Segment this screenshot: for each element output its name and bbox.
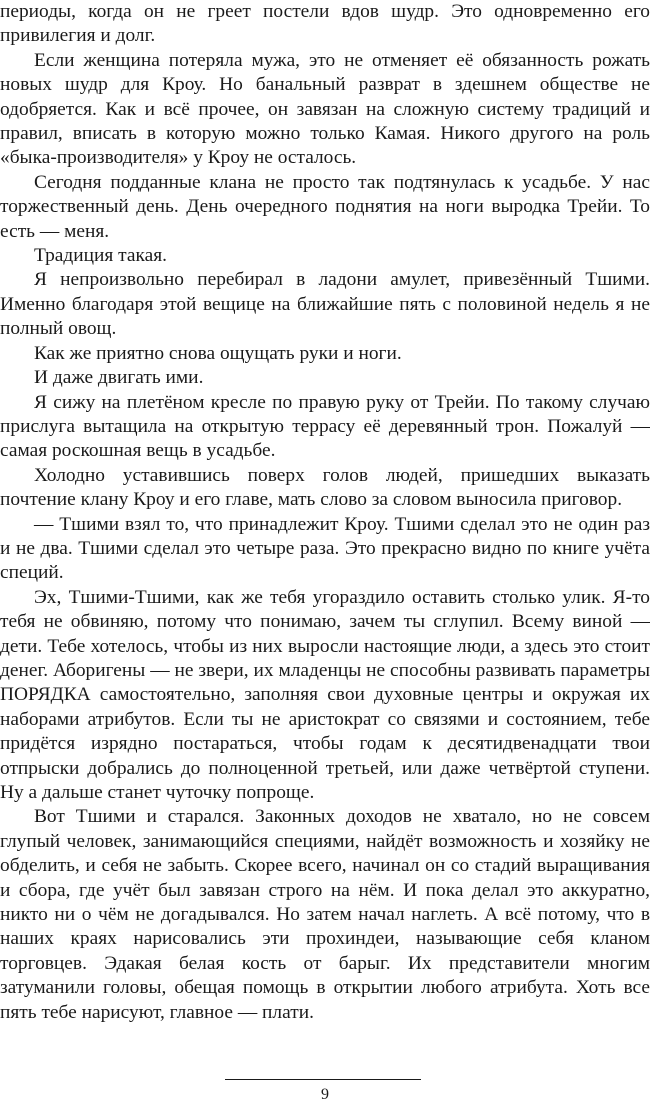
paragraph: периоды, когда он не греет постели вдов шудр. Это одновременно его привилегия и долг. (0, 1, 650, 47)
paragraph: Сегодня подданные клана не просто так подтянулась к усадьбе. У нас торжественный день. День очередного поднятия на ноги выродка Трейи. То есть — меня. (0, 171, 650, 242)
paragraph: Эх, Тшими-Тшими, как же тебя угораздило оставить столько улик. Я-то тебя не обвиняю, потому что понимаю, зачем ты сглупил. Всему виной — дети. Тебе хотелось, чтобы из них выросли настоящие люди, а здесь это стоит денег. Аборигены — не звери, их младенцы не способны развивать параметры ПОРЯДКА самостоятельно, заполняя свои духовные центры и окружая их наборами атрибутов. Если ты не аристократ со связями и состоянием, тебе придётся изрядно постараться, чтобы годам к десятидвенадцати твои отпрыски добрались до полноценной третьей, или даже четвёртой ступени. Ну а дальше станет чуточку попроще. (0, 586, 650, 803)
paragraph: Как же приятно снова ощущать руки и ноги. (34, 342, 402, 364)
paragraph: Традиция такая. (34, 245, 167, 267)
paragraph: Холодно уставившись поверх голов людей, пришедших выказать почтение клану Кроу и его главе, мать слово за словом выносила приговор. (0, 464, 650, 511)
page-number: 9 (321, 1086, 329, 1103)
footer-rule (225, 1079, 421, 1080)
paragraph: Вот Тшими и старался. Законных доходов не хватало, но не совсем глупый человек, занимающийся специями, найдёт возможность и хозяйку не обделить, и себя не забыть. Скорее всего, начинал он со стадий выращивания и сбора, где учёт был завязан строго на нём. И пока делал это аккуратно, никто ни о чём не догадывался. Но затем начал наглеть. А всё потому, что в наших краях нарисовались эти прохиндеи, называющие себя кланом торговцев. Эдакая белая кость от барыг. Их представители многим затуманили головы, обещая помощь в открытии любого атрибута. Хоть все пять тебе нарисуют, главное — плати. (0, 806, 650, 1023)
paragraph: И даже двигать ими. (34, 367, 204, 389)
dialogue-paragraph: — Тшими взял то, что принадлежит Кроу. Тшими сделал это не один раз и не два. Тшими сделал это четыре раза. Это прекрасно видно по книге учёта специй. (0, 513, 650, 584)
paragraph: Я непроизвольно перебирал в ладони амулет, привезённый Тшими. Именно благодаря этой вещице на ближайшие пять с половиной недель я не полный овощ. (0, 269, 650, 340)
paragraph: Я сижу на плетёном кресле по правую руку от Трейи. По такому случаю прислуга вытащила на открытую террасу её деревянный трон. Пожалуй — самая роскошная вещь в усадьбе. (0, 391, 650, 462)
paragraph: Если женщина потеряла мужа, это не отменяет её обязанность рожать новых шудр для Кроу. Но банальный разврат в здешнем обществе не одобряется. Как и всё прочее, он завязан на сложную систему традиций и правил, вписать в которую можно только Камая. Никого другого на роль «быка-производителя» у Кроу не осталось. (0, 49, 650, 169)
